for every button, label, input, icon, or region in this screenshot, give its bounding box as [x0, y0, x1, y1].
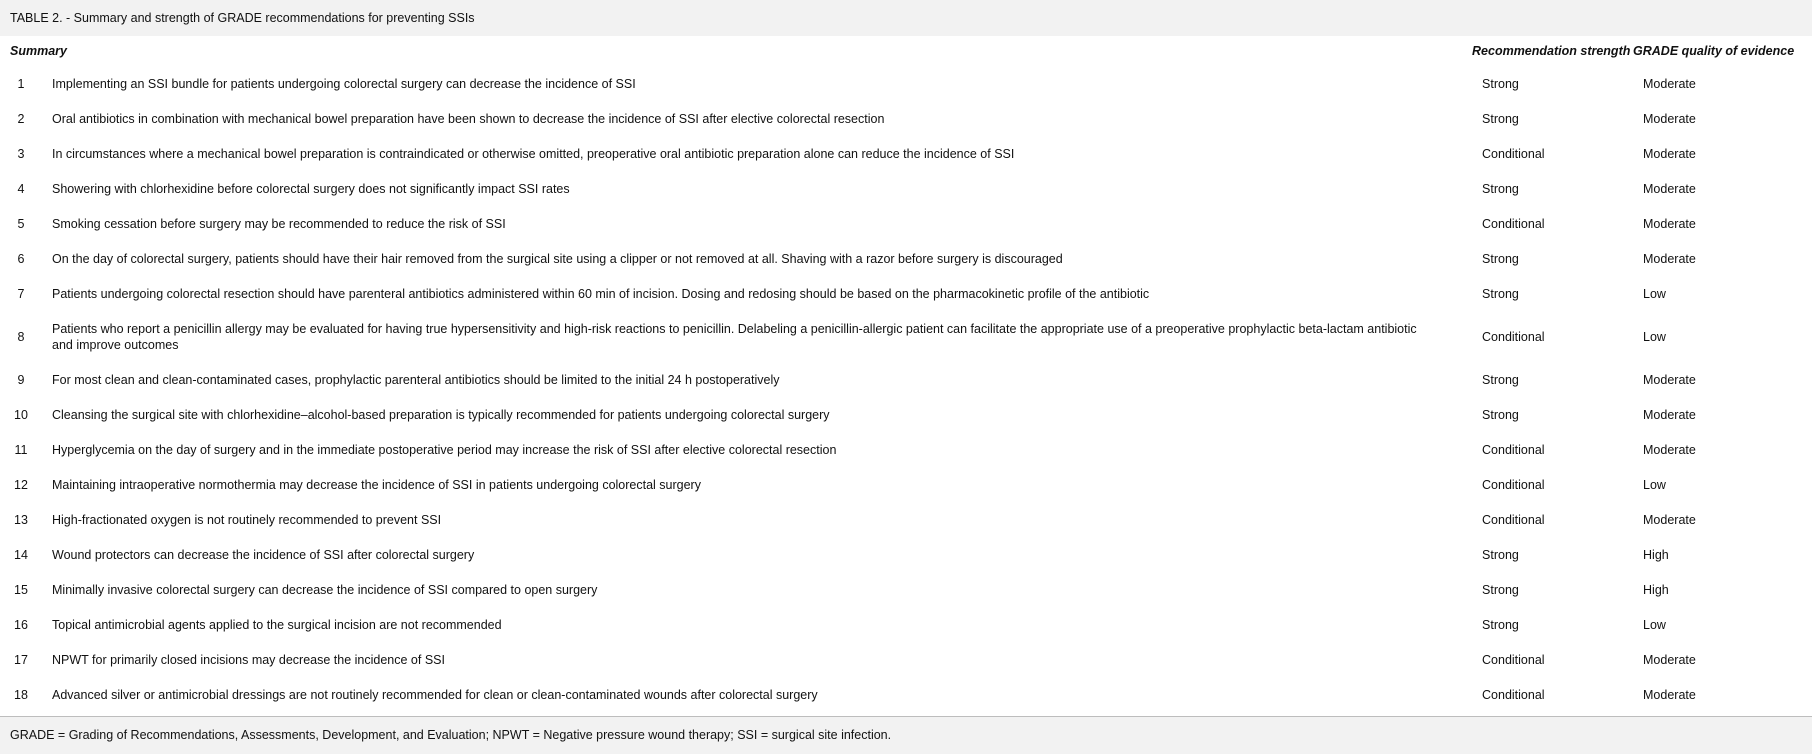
recommendation-strength: Strong	[1482, 251, 1519, 266]
grade-quality: Low	[1643, 477, 1666, 492]
table-row	[0, 467, 1812, 502]
recommendation-strength: Strong	[1482, 111, 1519, 126]
row-number: 11	[14, 442, 28, 457]
recommendation-strength: Conditional	[1482, 442, 1545, 457]
recommendation-summary: Wound protectors can decrease the incidence of SSI after colorectal surgery	[52, 547, 475, 562]
recommendation-strength: Strong	[1482, 181, 1519, 196]
recommendations-table-wrapper	[0, 36, 1812, 712]
recommendation-strength: Conditional	[1482, 216, 1545, 231]
grade-quality: Moderate	[1643, 372, 1696, 387]
table-row	[0, 241, 1812, 276]
recommendation-summary: Oral antibiotics in combination with mechanical bowel preparation have been shown to decrease the incidence of SSI after elective colorectal resection	[52, 111, 885, 126]
row-number: 7	[17, 286, 25, 301]
row-number: 2	[17, 111, 25, 126]
recommendation-strength: Strong	[1482, 76, 1519, 91]
header-recommendation-strength: Recommendation strength	[1472, 44, 1631, 58]
table-caption: TABLE 2. - Summary and strength of GRADE recommendations for preventing SSIs	[0, 0, 1812, 36]
header-grade-quality: GRADE quality of evidence	[1633, 44, 1795, 58]
recommendation-summary: Hyperglycemia on the day of surgery and in the immediate postoperative period may increase the risk of SSI after elective colorectal resection	[52, 442, 837, 457]
recommendation-strength: Conditional	[1482, 146, 1545, 161]
grade-quality: Moderate	[1643, 146, 1696, 161]
row-number: 14	[14, 547, 28, 562]
row-number: 17	[14, 652, 28, 667]
table-row	[0, 572, 1812, 607]
table-row	[0, 66, 1812, 101]
row-number: 18	[14, 687, 28, 702]
header-summary: Summary	[10, 44, 67, 58]
grade-quality: Moderate	[1643, 442, 1696, 457]
recommendation-strength: Strong	[1482, 372, 1519, 387]
table-footnote: GRADE = Grading of Recommendations, Assessments, Development, and Evaluation; NPWT = Negative pressure wound therapy; SSI = surgical site infection.	[0, 716, 1812, 754]
row-number: 6	[17, 251, 25, 266]
row-number: 12	[14, 477, 28, 492]
recommendation-summary: Implementing an SSI bundle for patients undergoing colorectal surgery can decrease the incidence of SSI	[52, 76, 636, 91]
recommendation-summary: Minimally invasive colorectal surgery can decrease the incidence of SSI compared to open surgery	[52, 582, 598, 597]
grade-quality: Moderate	[1643, 111, 1696, 126]
row-number: 4	[17, 181, 25, 196]
row-number: 13	[14, 512, 28, 527]
recommendation-summary: Topical antimicrobial agents applied to the surgical incision are not recommended	[52, 617, 502, 632]
row-number: 15	[14, 582, 28, 597]
recommendation-summary: High-fractionated oxygen is not routinely recommended to prevent SSI	[52, 512, 442, 527]
table-header-row	[0, 36, 1812, 66]
recommendation-strength: Strong	[1482, 286, 1519, 301]
row-number: 16	[14, 617, 28, 632]
grade-quality: Moderate	[1643, 216, 1696, 231]
recommendation-strength: Strong	[1482, 547, 1519, 562]
recommendation-summary: Smoking cessation before surgery may be recommended to reduce the risk of SSI	[52, 216, 506, 231]
recommendation-strength: Strong	[1482, 407, 1519, 422]
recommendation-summary: Patients undergoing colorectal resection should have parenteral antibiotics administered within 60 min of incision. Dosing and redosing should be based on the pharmacokinetic profile of the antibiotic	[52, 286, 1150, 301]
recommendation-strength: Strong	[1482, 582, 1519, 597]
grade-quality: Low	[1643, 617, 1666, 632]
row-number: 8	[17, 329, 25, 344]
grade-quality: Moderate	[1643, 407, 1696, 422]
grade-quality: Moderate	[1643, 652, 1696, 667]
table-body	[0, 66, 1812, 712]
table-row	[0, 502, 1812, 537]
row-number: 3	[17, 146, 25, 161]
recommendation-summary: Patients who report a penicillin allergy may be evaluated for having true hypersensitivity and high-risk reactions to penicillin. Delabeling a penicillin-allergic patient can facilitate the appropriate use of a preoperative prophylactic beta-lactam antibiotic and improve outcomes	[52, 321, 1417, 352]
recommendation-summary: In circumstances where a mechanical bowel preparation is contraindicated or otherwise omitted, preoperative oral antibiotic preparation alone can reduce the incidence of SSI	[52, 146, 1015, 161]
row-number: 5	[17, 216, 25, 231]
recommendation-summary: Cleansing the surgical site with chlorhexidine–alcohol-based preparation is typically recommended for patients undergoing colorectal surgery	[52, 407, 830, 422]
recommendation-strength: Conditional	[1482, 477, 1545, 492]
table-row	[0, 171, 1812, 206]
table-row	[0, 136, 1812, 171]
recommendations-table	[0, 36, 1812, 712]
grade-quality: Low	[1643, 329, 1666, 344]
table-row	[0, 311, 1812, 362]
grade-quality: Low	[1643, 286, 1666, 301]
recommendation-summary: Maintaining intraoperative normothermia may decrease the incidence of SSI in patients undergoing colorectal surgery	[52, 477, 701, 492]
table-row	[0, 677, 1812, 712]
recommendation-strength: Conditional	[1482, 652, 1545, 667]
grade-quality: Moderate	[1643, 512, 1696, 527]
table-row	[0, 206, 1812, 241]
row-number: 9	[17, 372, 25, 387]
grade-quality: High	[1643, 582, 1669, 597]
grade-quality: Moderate	[1643, 181, 1696, 196]
recommendation-summary: For most clean and clean-contaminated cases, prophylactic parenteral antibiotics should be limited to the initial 24 h postoperatively	[52, 372, 780, 387]
grade-quality: Moderate	[1643, 687, 1696, 702]
row-number: 10	[14, 407, 28, 422]
grade-quality: Moderate	[1643, 251, 1696, 266]
grade-quality: High	[1643, 547, 1669, 562]
table-row	[0, 642, 1812, 677]
recommendation-strength: Conditional	[1482, 687, 1545, 702]
recommendation-summary: Showering with chlorhexidine before colorectal surgery does not significantly impact SSI rates	[52, 181, 570, 196]
recommendation-strength: Conditional	[1482, 512, 1545, 527]
table-row	[0, 101, 1812, 136]
grade-quality: Moderate	[1643, 76, 1696, 91]
recommendation-summary: On the day of colorectal surgery, patients should have their hair removed from the surgical site using a clipper or not removed at all. Shaving with a razor before surgery is discouraged	[52, 251, 1063, 266]
table-row	[0, 397, 1812, 432]
table-row	[0, 432, 1812, 467]
recommendation-strength: Conditional	[1482, 329, 1545, 344]
table-row	[0, 607, 1812, 642]
table-row	[0, 276, 1812, 311]
row-number: 1	[17, 76, 25, 91]
recommendation-summary: Advanced silver or antimicrobial dressings are not routinely recommended for clean or clean-contaminated wounds after colorectal surgery	[52, 687, 818, 702]
table-row	[0, 362, 1812, 397]
table-row	[0, 537, 1812, 572]
recommendation-strength: Strong	[1482, 617, 1519, 632]
recommendation-summary: NPWT for primarily closed incisions may decrease the incidence of SSI	[52, 652, 445, 667]
